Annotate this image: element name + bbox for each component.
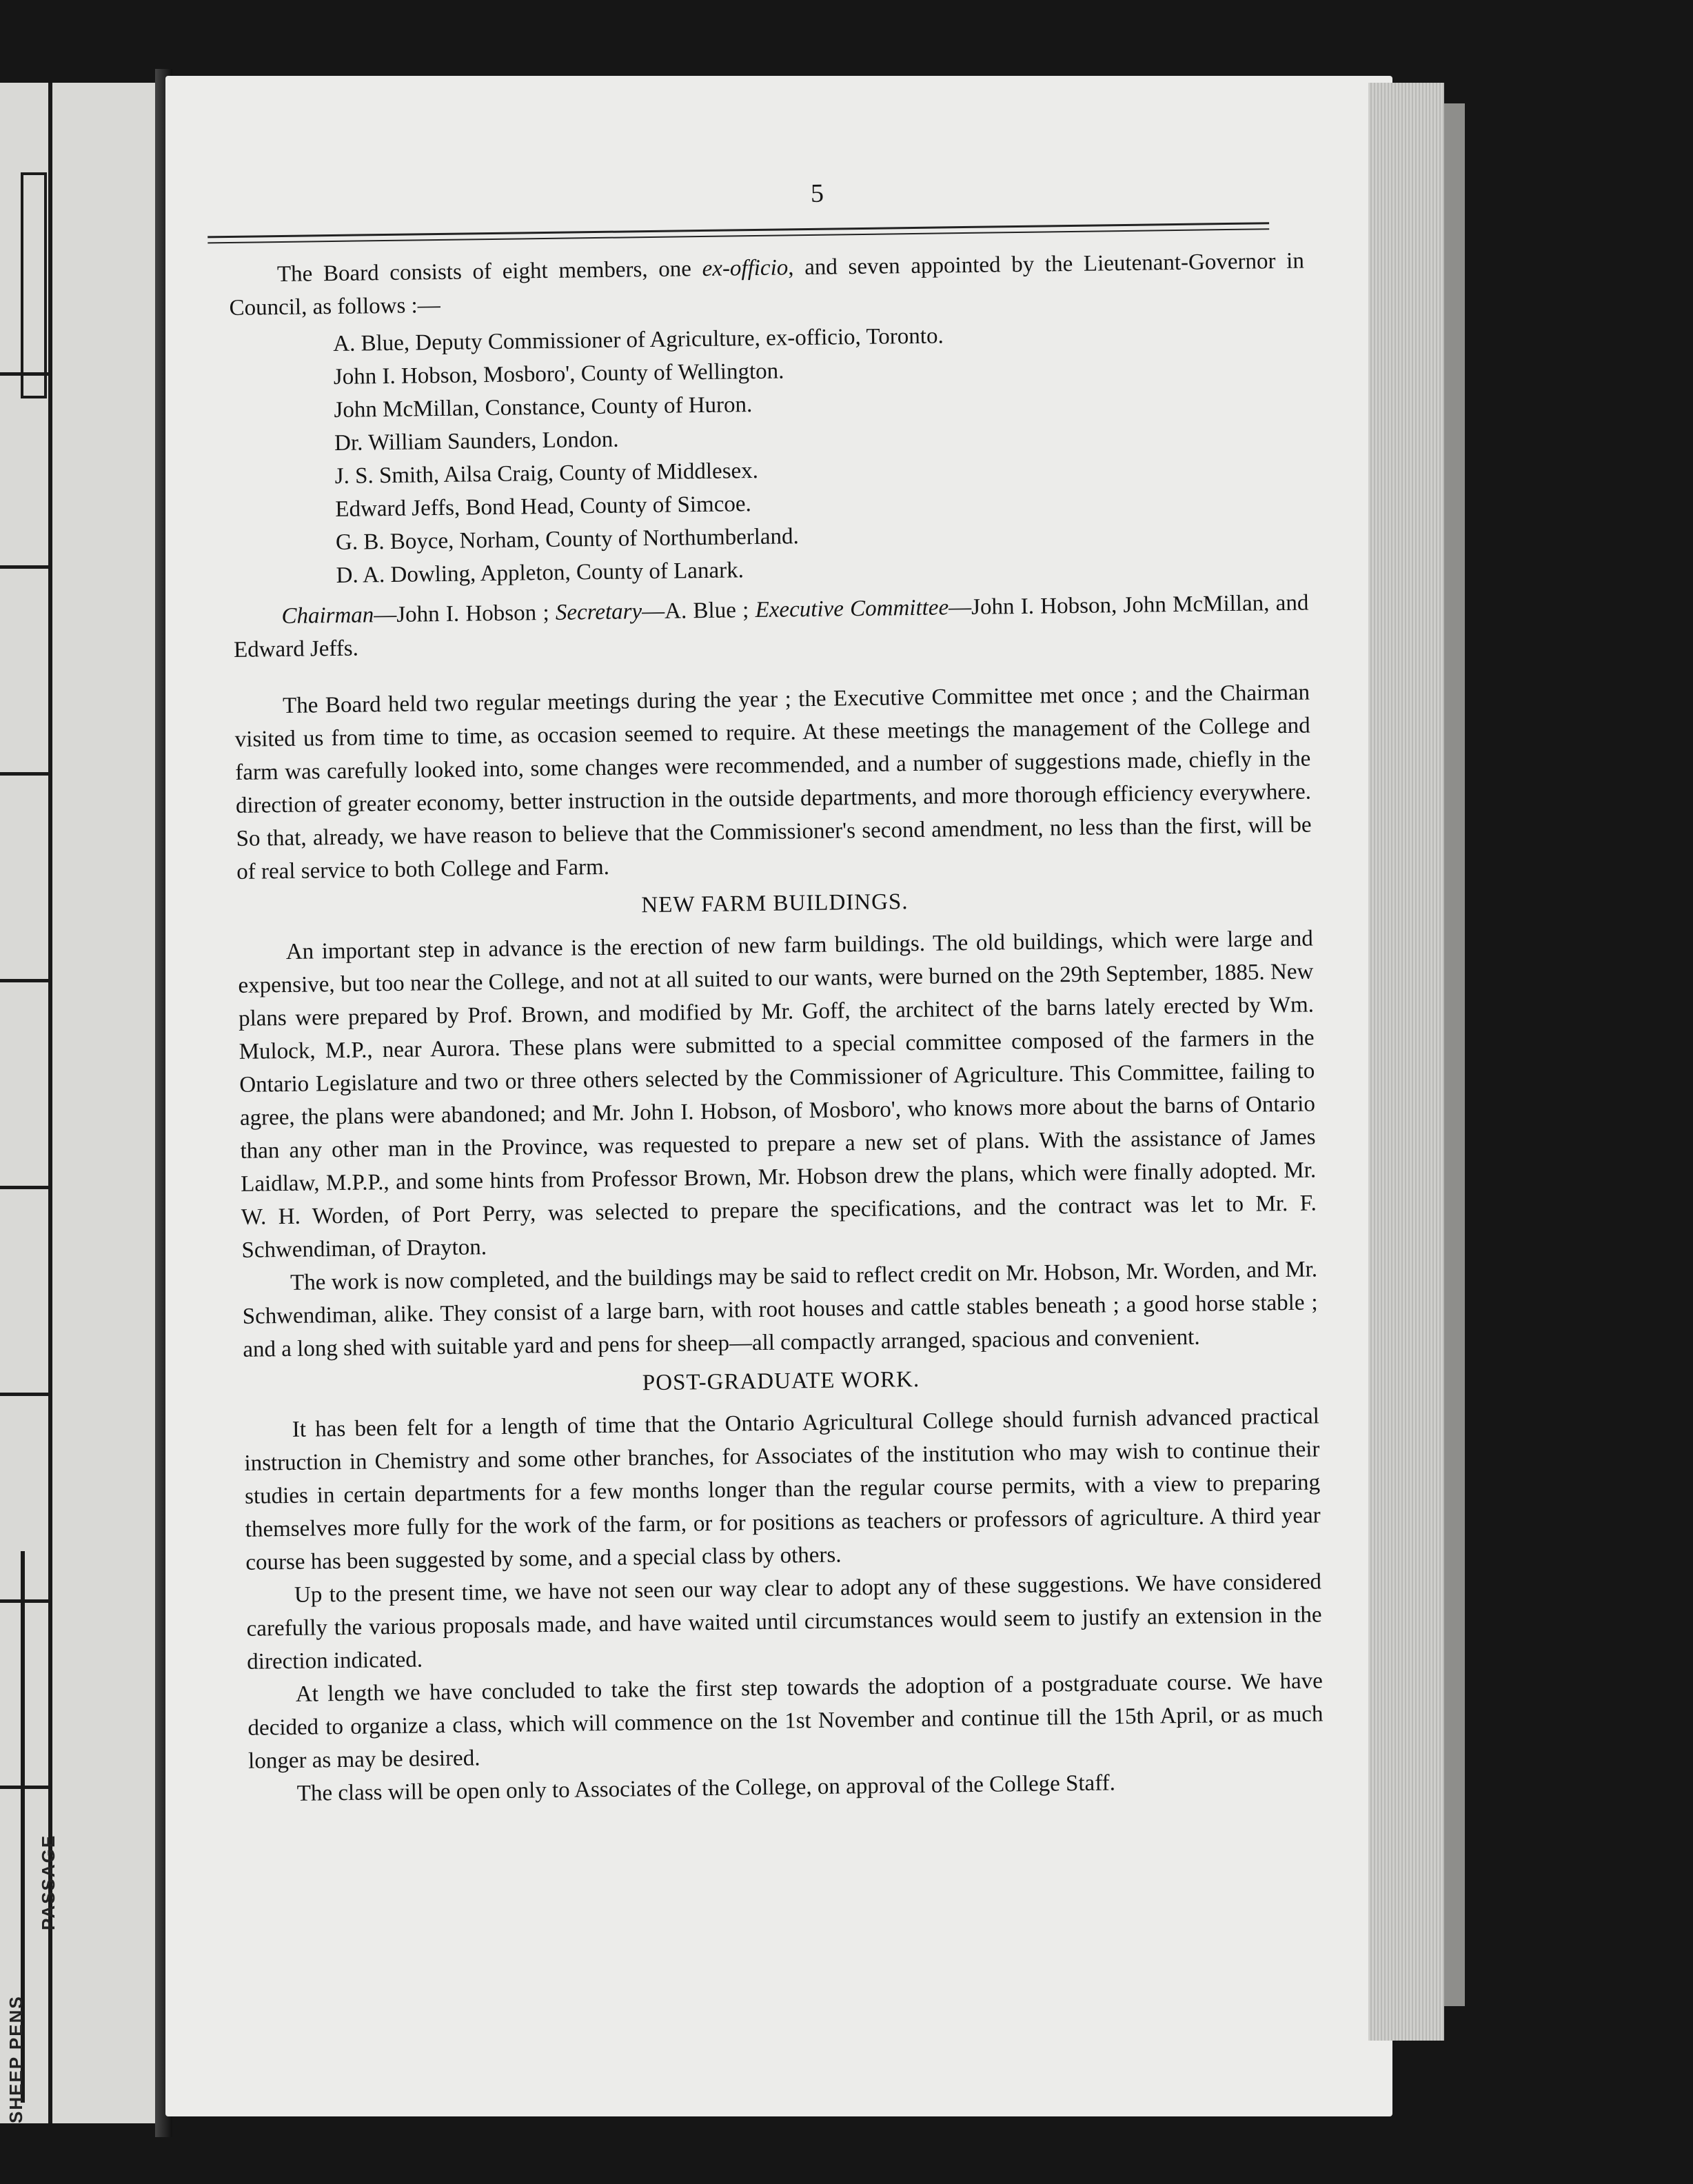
body-paragraph: It has been felt for a length of time that the Ontario Agricultural College should furnish advanced practical instruction in Chemistry and some other branches, for Associates of the institution who may wish to continue their studies in certain departments for a few months longer than the regular course permits, with a view to preparing themselves more fully for the work of the farm, or for positions as teachers or professors of agriculture. A third year course has been suggested by some, and a special class by others.: [244, 1404, 1321, 1575]
ex-officio-term: ex-officio: [702, 255, 789, 281]
member-item: G. B. Boyce, Norham, County of Northumberland.: [335, 524, 800, 555]
member-item: John McMillan, Constance, County of Huron.: [334, 392, 753, 423]
member-item: Edward Jeffs, Bond Head, County of Simcoe.: [335, 492, 751, 522]
body-paragraph: The class will be open only to Associates of the College, on approval of the College Staff.: [296, 1770, 1116, 1806]
page-edges: [1368, 83, 1444, 2041]
plan-label-sheep-pens: SHEEP PENS: [6, 1995, 26, 2123]
page-content: [227, 159, 1324, 1811]
plan-line: [21, 172, 47, 398]
plan-line: [0, 979, 52, 982]
plan-label-passage: PASSAGE: [38, 1834, 59, 1930]
member-item: Dr. William Saunders, London.: [334, 427, 619, 456]
plan-line: [0, 1393, 52, 1396]
board-intro: The Board consists of eight members, one ex-officio, and seven appointed by the Lieutenant-Governor in Council, as follows :—: [229, 248, 1305, 321]
facing-page: [0, 83, 159, 2123]
body-paragraph: Up to the present time, we have not seen our way clear to adopt any of these suggestions. We have considered carefully the various proposals made, and have waited until circumstances would seem to justify an extension in the direction indicated.: [246, 1569, 1322, 1675]
member-item: John I. Hobson, Mosboro', County of Wellington.: [333, 358, 784, 390]
plan-line: [0, 772, 52, 776]
page-edges-shadow: [1444, 103, 1465, 2006]
member-item: J. S. Smith, Ailsa Craig, County of Middlesex.: [334, 458, 759, 489]
body-paragraph: The work is now completed, and the buildings may be said to reflect credit on Mr. Hobson, Mr. Worden, and Mr. Schwendiman, alike. They consist of a large barn, with root houses and cattle stables beneath ; a good horse stable ; and a long shed with suitable yard and pens for sheep—all compactly arranged, spacious and convenient.: [242, 1257, 1318, 1362]
member-item: A. Blue, Deputy Commissioner of Agriculture, ex-officio, Toronto.: [333, 323, 944, 357]
plan-line: [48, 83, 52, 2123]
plan-line: [0, 1599, 52, 1603]
plan-line: [0, 1786, 52, 1789]
heading-new-farm-buildings: NEW FARM BUILDINGS.: [641, 889, 909, 918]
body-paragraph: An important step in advance is the erection of new farm buildings. The old buildings, which were large and expensive, but too near the College, and not at all suited to our wants, were burned on the 29th September, 1885. New plans were prepared by Prof. Brown, and modified by Mr. Goff, the architect of the barns lately erected by Wm. Mulock, M.P., near Aurora. These plans were submitted to a special committee composed of the farmers in the Ontario Legislature and two or three others selected by the Commissioner of Agriculture. This Committee, failing to agree, the plans were abandoned; and Mr. John I. Hobson, of Mosboro', who knows more about the barns of Ontario than any other man in the Province, was requested to prepare a new set of plans. With the assistance of James Laidlaw, M.P.P., and some hints from Professor Brown, Mr. Hobson drew the plans, which were finally adopted. Mr. W. H. Worden, of Port Perry, was selected to prepare the specifications, and the contract was let to Mr. F. Schwendiman, of Drayton.: [238, 926, 1317, 1263]
board-officers: Chairman—John I. Hobson ; Secretary—A. Blue ; Executive Committee—John I. Hobson, John McMillan, and Edward Jeffs.: [233, 590, 1309, 663]
plan-line: [0, 565, 52, 569]
heading-post-graduate-work: POST-GRADUATE WORK.: [642, 1367, 920, 1396]
member-item: D. A. Dowling, Appleton, County of Lanark.: [336, 558, 744, 588]
member-list: [333, 315, 1308, 592]
body-paragraph: At length we have concluded to take the first step towards the adoption of a postgraduate course. We have decided to organize a class, which will commence on the 1st November and continue till the 15th April, or as much longer as may be desired.: [247, 1668, 1324, 1774]
meetings-paragraph: The Board held two regular meetings during the year ; the Executive Committee met once ; and the Chairman visited us from time to time, as occasion seemed to require. At these meetings the management of the College and farm was carefully looked into, some changes were recommended, and a number of suggestions made, chiefly in the direction of greater economy, better instruction in the outside departments, and more thorough efficiency everywhere. So that, already, we have reason to believe that the Commissioner's second amendment, no less than the first, will be of real service to both College and Farm.: [234, 680, 1312, 884]
plan-line: [0, 1186, 52, 1189]
page-number: 5: [810, 179, 824, 208]
